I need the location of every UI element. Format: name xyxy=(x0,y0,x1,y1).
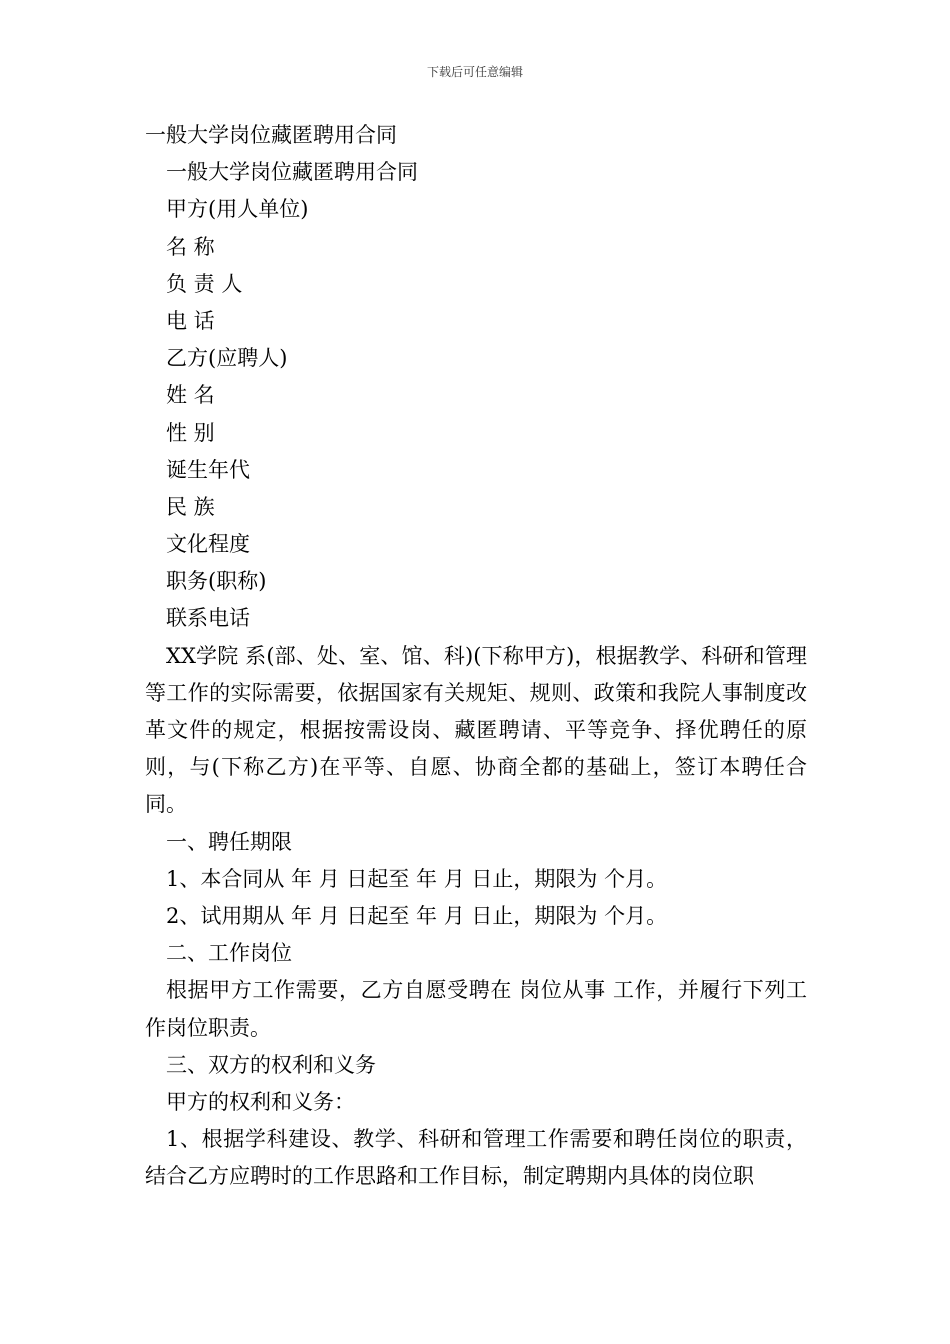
section3-item1: 1、根据学科建设、教学、科研和管理工作需要和聘任岗位的职责，结合乙方应聘时的工作思路和工作目标，制定聘期内具体的岗位职 xyxy=(145,1127,807,1189)
section2-title: 二、工作岗位 xyxy=(166,941,292,966)
section2-paragraph: 根据甲方工作需要，乙方自愿受聘在 岗位从事 工作，并履行下列工作岗位职责。 xyxy=(145,978,807,1040)
party-b-birth-field: 诞生年代 xyxy=(166,457,250,482)
party-a-name-field: 名 称 xyxy=(166,234,215,259)
party-a-phone-field: 电 话 xyxy=(166,308,215,333)
section3-subtitle: 甲方的权利和义务： xyxy=(166,1089,355,1114)
page-header-note: 下载后可任意编辑 xyxy=(426,65,523,79)
party-b-label: 乙方(应聘人) xyxy=(166,346,288,371)
contract-heading: 一般大学岗位藏匿聘用合同 xyxy=(166,160,418,185)
section3-title: 三、双方的权利和义务 xyxy=(166,1052,376,1077)
party-b-contact-field: 联系电话 xyxy=(166,606,250,631)
party-b-name-field: 姓 名 xyxy=(166,383,215,408)
contract-document xyxy=(145,117,807,1196)
party-b-title-field: 职务(职称) xyxy=(166,569,267,594)
section1-item2: 2、试用期从 年 月 日起至 年 月 日止，期限为 个月。 xyxy=(166,904,668,929)
party-b-gender-field: 性 别 xyxy=(166,420,215,445)
document-title: 一般大学岗位藏匿聘用合同 xyxy=(145,123,397,147)
section1-item1: 1、本合同从 年 月 日起至 年 月 日止，期限为 个月。 xyxy=(166,866,668,891)
intro-paragraph: XX学院 系(部、处、室、馆、科)(下称甲方)，根据教学、科研和管理等工作的实际需要，依据国家有关规矩、规则、政策和我院人事制度改革文件的规定，根据按需设岗、藏匿聘请、平等竞争、择优聘任的原则，与(下称乙方)在平等、自愿、协商全都的基础上，签订本聘任合同。 xyxy=(145,643,807,817)
party-a-label: 甲方(用人单位) xyxy=(166,197,309,222)
section1-title: 一、聘任期限 xyxy=(166,829,292,854)
party-a-responsible-field: 负 责 人 xyxy=(166,271,243,296)
party-b-ethnicity-field: 民 族 xyxy=(166,494,215,519)
party-b-education-field: 文化程度 xyxy=(166,532,250,557)
